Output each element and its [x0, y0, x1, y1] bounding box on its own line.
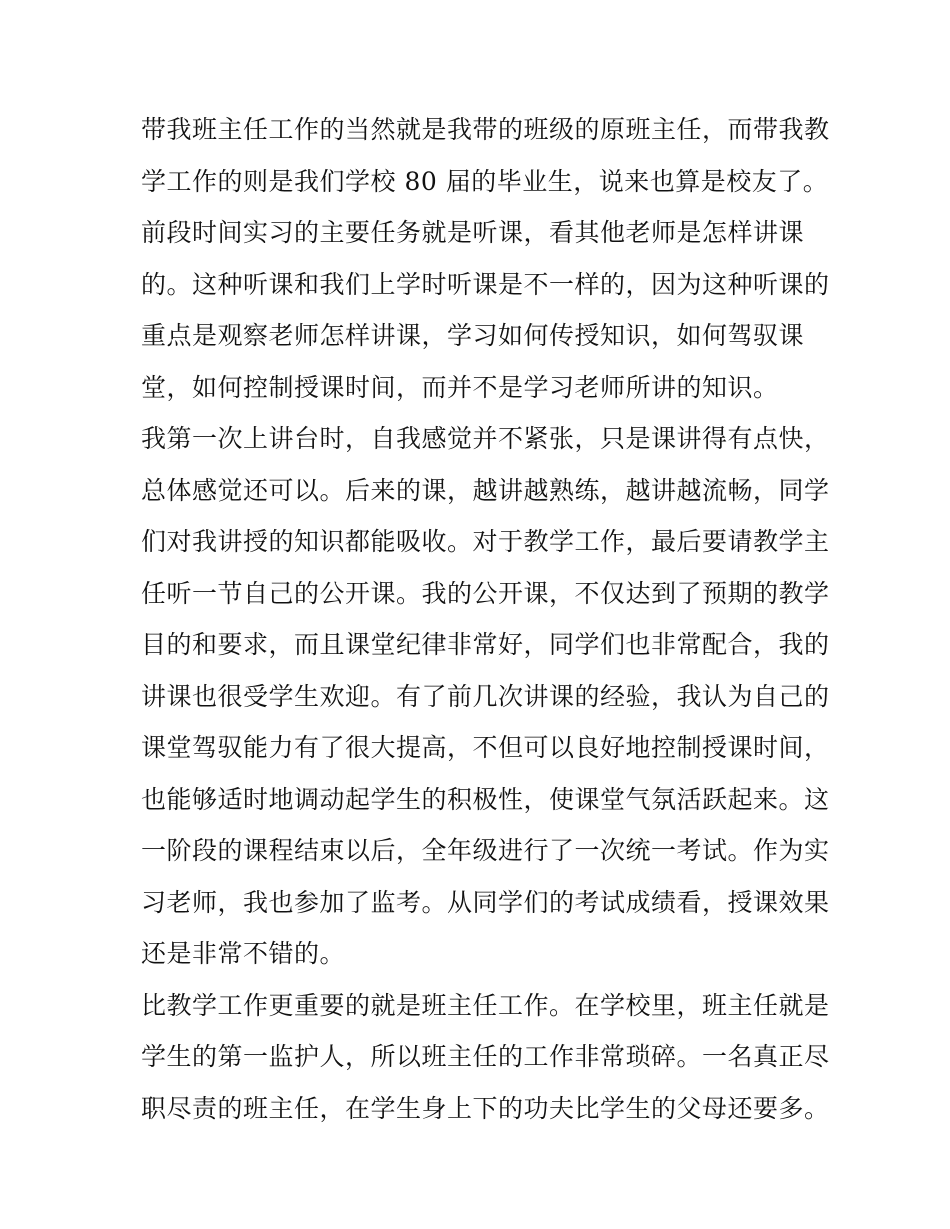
- text-line: 一阶段的课程结束以后，全年级进行了一次统一考试。作为实: [141, 836, 830, 865]
- text-line: 也能够适时地调动起学生的积极性，使课堂气氛活跃起来。这: [141, 784, 830, 814]
- text-line: 总体感觉还可以。后来的课，越讲越熟练，越讲越流畅，同学: [141, 475, 830, 505]
- text-line: 比教学工作更重要的就是班主任工作。在学校里，班主任就是: [141, 990, 830, 1020]
- text-line: 的。这种听课和我们上学时听课是不一样的，因为这种听课的: [141, 269, 830, 299]
- text-line: 职尽责的班主任，在学生身上下的功夫比学生的父母还要多。: [141, 1093, 830, 1123]
- text-line: 还是非常不错的。: [141, 939, 346, 968]
- text-line: 前段时间实习的主要任务就是听课，看其他老师是怎样讲课: [141, 218, 805, 247]
- text-line: 课堂驾驭能力有了很大提高，不但可以良好地控制授课时间，: [141, 733, 830, 762]
- document-body-text: [141, 104, 830, 1134]
- text-line: 堂，如何控制授课时间，而并不是学习老师所讲的知识。: [141, 372, 779, 402]
- text-line: 带我班主任工作的当然就是我带的班级的原班主任，而带我教: [141, 115, 830, 144]
- text-line: 习老师，我也参加了监考。从同学们的考试成绩看，授课效果: [141, 887, 830, 917]
- text-line: 学工作的则是我们学校 80 届的毕业生，说来也算是校友了。: [141, 166, 829, 196]
- text-line: 讲课也很受学生欢迎。有了前几次讲课的经验，我认为自己的: [141, 681, 830, 711]
- text-line: 重点是观察老师怎样讲课，学习如何传授知识，如何驾驭课: [141, 321, 805, 350]
- text-line: 目的和要求，而且课堂纪律非常好，同学们也非常配合，我的: [141, 630, 830, 659]
- text-line: 我第一次上讲台时，自我感觉并不紧张，只是课讲得有点快，: [141, 424, 830, 453]
- text-line: 任听一节自己的公开课。我的公开课，不仅达到了预期的教学: [141, 578, 830, 608]
- text-line: 们对我讲授的知识都能吸收。对于教学工作，最后要请教学主: [141, 527, 830, 556]
- text-line: 学生的第一监护人，所以班主任的工作非常琐碎。一名真正尽: [141, 1042, 830, 1071]
